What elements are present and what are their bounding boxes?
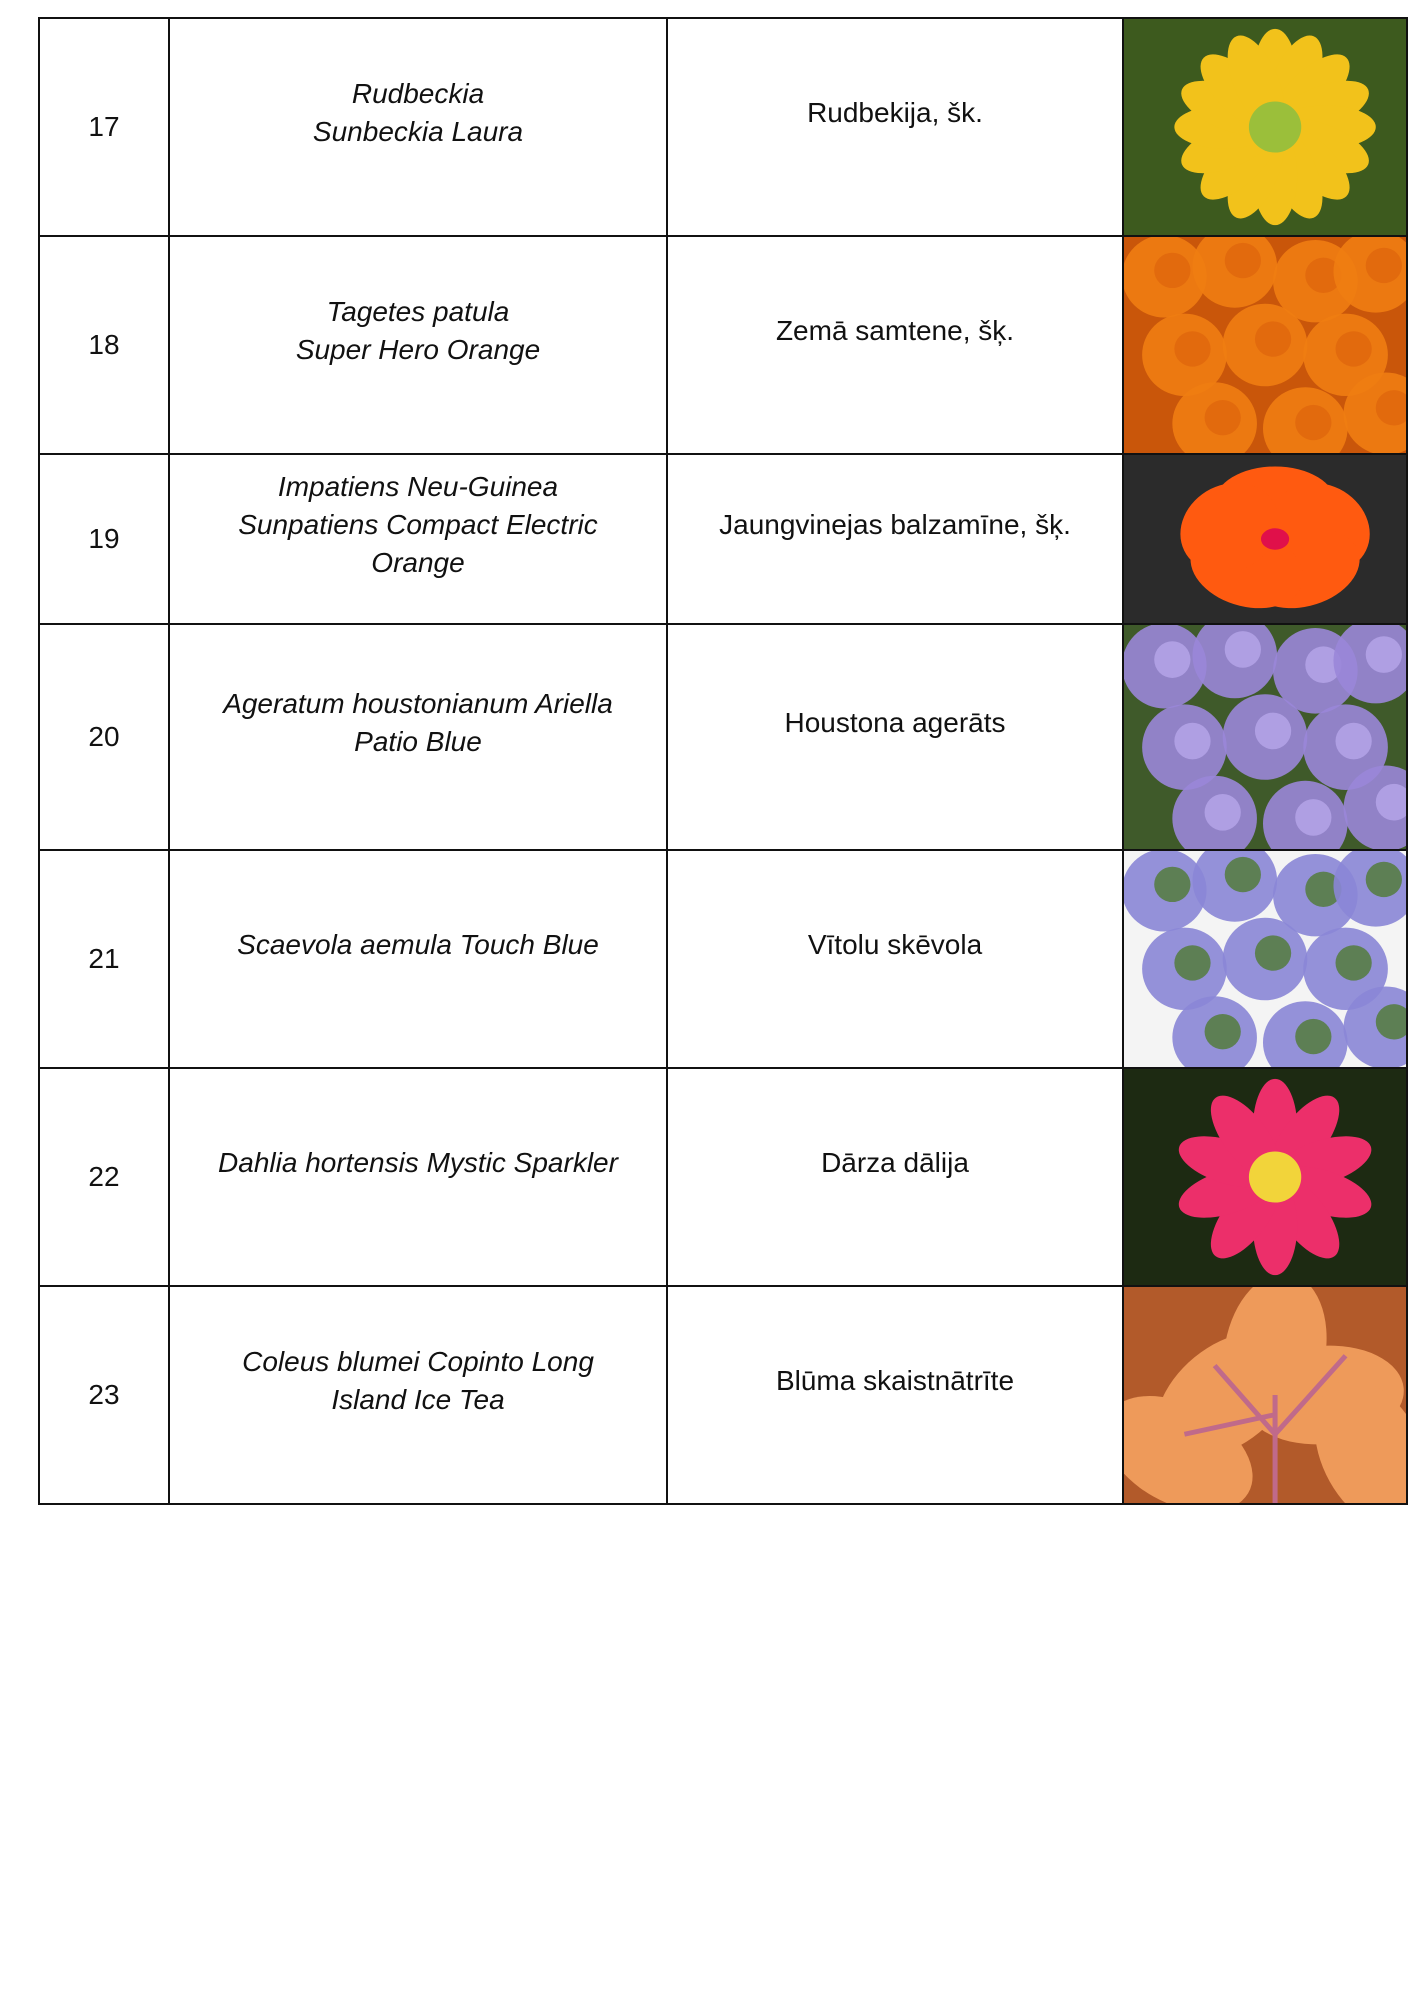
latin-name-line: Tagetes patula [326,296,510,327]
table-row [39,18,1407,236]
table-row [39,1286,1407,1504]
table-row [39,454,1407,624]
latin-name-line: Super Hero Orange [295,334,541,365]
table-row [39,236,1407,454]
blue-scaevola-photo [1123,850,1407,1068]
latvian-name: Houstona agerāts [667,624,1123,850]
latin-name-line: Island Ice Tea [331,1384,505,1415]
latin-name-line: Patio Blue [354,726,482,757]
latvian-name: Vītolu skēvola [667,850,1123,1068]
pink-dahlia-photo [1123,1068,1407,1286]
plant-table [38,17,1408,1505]
latin-name-line: Orange [371,547,465,578]
orange-marigold-photo [1123,236,1407,454]
latin-name-line: Sunbeckia Laura [312,116,524,147]
latin-name-line: Rudbeckia [351,78,485,109]
row-number: 17 [39,18,169,236]
latin-name [169,454,667,624]
latin-name-line: Dahlia hortensis Mystic Sparkler [218,1147,618,1178]
latin-name-line: Sunpatiens Compact Electric [238,509,598,540]
orange-impatiens-photo [1123,454,1407,624]
latin-name [169,236,667,454]
latin-name-line: Impatiens Neu-Guinea [277,471,559,502]
row-number: 22 [39,1068,169,1286]
orange-coleus-photo [1123,1286,1407,1504]
latin-name-line: Scaevola aemula Touch Blue [237,929,599,960]
latin-name [169,624,667,850]
latvian-name: Blūma skaistnātrīte [667,1286,1123,1504]
table-row [39,850,1407,1068]
latvian-name: Jaungvinejas balzamīne, šķ. [667,454,1123,624]
latvian-name: Dārza dālija [667,1068,1123,1286]
latin-name-line: Ageratum houstonianum Ariella [223,688,613,719]
latin-name [169,18,667,236]
latvian-name: Rudbekija, šk. [667,18,1123,236]
table-row [39,1068,1407,1286]
row-number: 21 [39,850,169,1068]
row-number: 18 [39,236,169,454]
latvian-name: Zemā samtene, šķ. [667,236,1123,454]
latin-name [169,1286,667,1504]
row-number: 19 [39,454,169,624]
latin-name [169,850,667,1068]
latin-name-line: Coleus blumei Copinto Long [242,1346,594,1377]
latin-name [169,1068,667,1286]
table-row [39,624,1407,850]
blue-ageratum-photo [1123,624,1407,850]
yellow-rudbeckia-photo [1123,18,1407,236]
row-number: 20 [39,624,169,850]
row-number: 23 [39,1286,169,1504]
